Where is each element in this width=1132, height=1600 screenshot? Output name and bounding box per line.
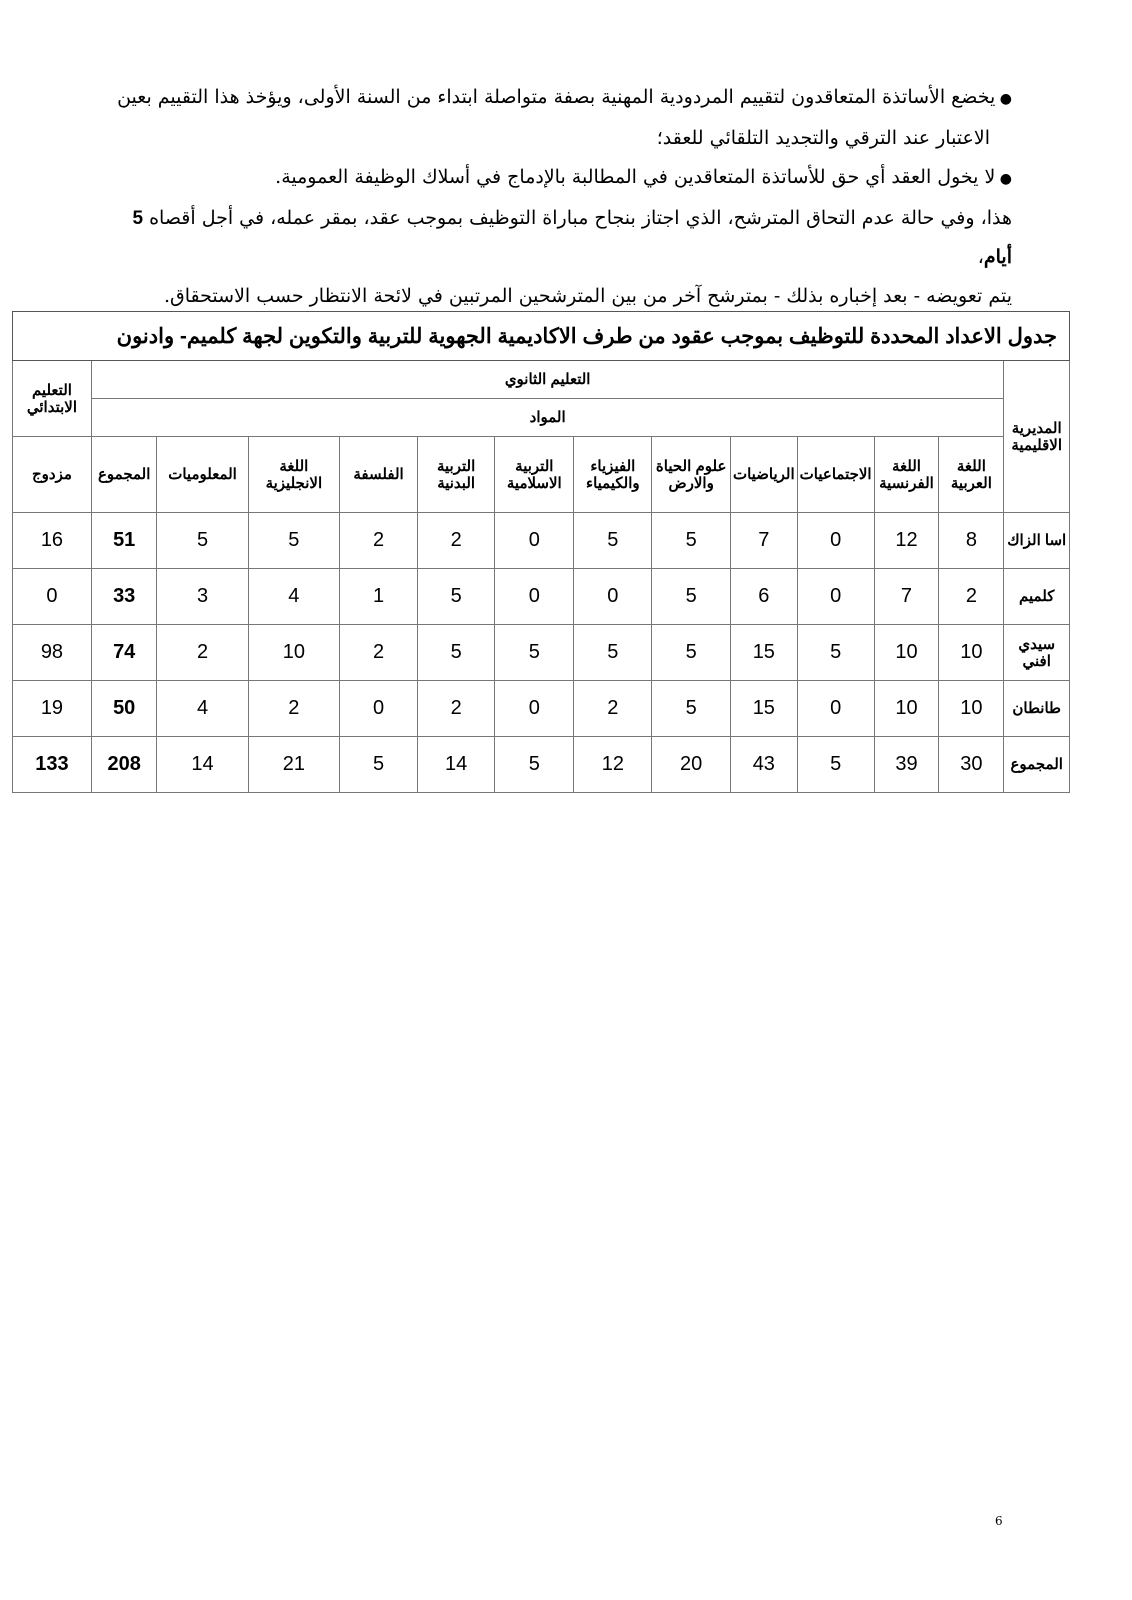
column-header: مزدوج — [13, 437, 92, 513]
table-cell: 2 — [340, 513, 418, 569]
table-cell: 30 — [939, 737, 1004, 793]
row-label: كلميم — [1004, 569, 1070, 625]
table-row — [13, 625, 1070, 681]
header-directorate: المديرية الاقليمية — [1004, 361, 1070, 513]
table-cell: 15 — [730, 625, 797, 681]
table-cell: 4 — [157, 681, 248, 737]
table-row — [13, 513, 1070, 569]
table-cell: 10 — [248, 625, 340, 681]
table-cell: 2 — [939, 569, 1004, 625]
table-cell: 10 — [939, 625, 1004, 681]
table-title: جدول الاعداد المحددة للتوظيف بموجب عقود من طرف الاكاديمية الجهوية للتربية والتكوين لجهة كلميم- وادنون — [13, 312, 1070, 361]
table-cell: 43 — [730, 737, 797, 793]
table-cell: 5 — [340, 737, 418, 793]
table-cell: 51 — [91, 513, 157, 569]
table-cell: 0 — [797, 569, 874, 625]
table-cell: 6 — [730, 569, 797, 625]
table-cell: 2 — [574, 681, 652, 737]
table-cell: 14 — [157, 737, 248, 793]
paragraph-replacement-cont: يتم تعويضه - بعد إخباره بذلك - بمترشح آخر من بين المترشحين المرتبين في لائحة الانتظار حسب الاستحقاق. — [163, 285, 1012, 307]
table-cell: 0 — [495, 513, 574, 569]
table-cell: 2 — [248, 681, 340, 737]
paragraph-punct: ، — [977, 246, 984, 268]
table-cell: 7 — [874, 569, 939, 625]
row-label: المجموع — [1004, 737, 1070, 793]
table-cell: 2 — [417, 681, 494, 737]
table-cell: 2 — [340, 625, 418, 681]
table-cell: 5 — [417, 625, 494, 681]
table-cell: 21 — [248, 737, 340, 793]
table-cell: 5 — [495, 625, 574, 681]
table-cell: 5 — [574, 625, 652, 681]
table-cell: 4 — [248, 569, 340, 625]
table-cell: 74 — [91, 625, 157, 681]
table-row — [13, 737, 1070, 793]
table-cell: 5 — [157, 513, 248, 569]
table-cell: 39 — [874, 737, 939, 793]
row-label: سيدي افني — [1004, 625, 1070, 681]
table-cell: 16 — [13, 513, 92, 569]
table-row — [13, 569, 1070, 625]
table-cell: 5 — [652, 625, 731, 681]
column-header: اللغة الانجليزية — [248, 437, 340, 513]
header-secondary: التعليم الثانوي — [91, 361, 1004, 399]
body-text — [100, 78, 1012, 316]
table-cell: 208 — [91, 737, 157, 793]
column-header: التربية الاسلامية — [495, 437, 574, 513]
column-header: اللغة الفرنسية — [874, 437, 939, 513]
bullet-integration: ● لا يخول العقد أي حق للأساتذة المتعاقدين في المطالبة بالإدماج في أسلاك الوظيفة العمومية. — [100, 158, 1012, 199]
table-cell: 15 — [730, 681, 797, 737]
bullet-evaluation-cont: الاعتبار عند الترقي والتجديد التلقائي للعقد؛ — [656, 127, 990, 149]
table-cell: 0 — [495, 681, 574, 737]
table-cell: 3 — [157, 569, 248, 625]
table-cell: 10 — [874, 681, 939, 737]
recruitment-table — [12, 311, 1070, 793]
table-cell: 12 — [574, 737, 652, 793]
table-cell: 20 — [652, 737, 731, 793]
table-cell: 12 — [874, 513, 939, 569]
table-cell: 5 — [495, 737, 574, 793]
table-cell: 0 — [340, 681, 418, 737]
header-subjects: المواد — [91, 399, 1004, 437]
table-cell: 0 — [574, 569, 652, 625]
table-cell: 50 — [91, 681, 157, 737]
table-cell: 5 — [417, 569, 494, 625]
table-cell: 7 — [730, 513, 797, 569]
column-header: اللغة العربية — [939, 437, 1004, 513]
header-primary: التعليم الابتدائي — [13, 361, 92, 437]
deadline-bold: 5 أيام — [132, 208, 1012, 268]
table-cell: 10 — [939, 681, 1004, 737]
paragraph-text: هذا، وفي حالة عدم التحاق المترشح، الذي اجتاز بنجاح مباراة التوظيف بموجب عقد، بمقر عمله، في أجل أقصاه — [149, 207, 1012, 229]
table-cell: 5 — [652, 513, 731, 569]
table-cell: 2 — [157, 625, 248, 681]
table-cell: 5 — [652, 681, 731, 737]
column-header: الرياضيات — [730, 437, 797, 513]
table-cell: 0 — [797, 681, 874, 737]
table-cell: 1 — [340, 569, 418, 625]
table-cell: 133 — [13, 737, 92, 793]
row-label: طانطان — [1004, 681, 1070, 737]
column-header: المجموع — [91, 437, 157, 513]
table-cell: 5 — [797, 737, 874, 793]
row-label: اسا الزاك — [1004, 513, 1070, 569]
table-cell: 98 — [13, 625, 92, 681]
table-row — [13, 681, 1070, 737]
table-cell: 14 — [417, 737, 494, 793]
paragraph-replacement — [100, 199, 1012, 277]
bullet-evaluation: ● يخضع الأساتذة المتعاقدون لتقييم المردودية المهنية بصفة متواصلة ابتداء من السنة الأولى، ويؤخذ هذا التقييم بعين — [100, 78, 1012, 119]
table-cell: 19 — [13, 681, 92, 737]
table-cell: 5 — [652, 569, 731, 625]
table-cell: 8 — [939, 513, 1004, 569]
table-cell: 0 — [797, 513, 874, 569]
table-cell: 0 — [13, 569, 92, 625]
column-header: الاجتماعيات — [797, 437, 874, 513]
table-cell: 5 — [797, 625, 874, 681]
page-number: 6 — [995, 1514, 1003, 1528]
table-cell: 10 — [874, 625, 939, 681]
column-header: المعلوميات — [157, 437, 248, 513]
table-cell: 2 — [417, 513, 494, 569]
table-cell: 5 — [248, 513, 340, 569]
column-header: علوم الحياة والارض — [652, 437, 731, 513]
table-cell: 5 — [574, 513, 652, 569]
column-header: الفيزياء والكيمياء — [574, 437, 652, 513]
column-header: الفلسفة — [340, 437, 418, 513]
table-cell: 0 — [495, 569, 574, 625]
table-cell: 33 — [91, 569, 157, 625]
column-header: التربية البدنية — [417, 437, 494, 513]
